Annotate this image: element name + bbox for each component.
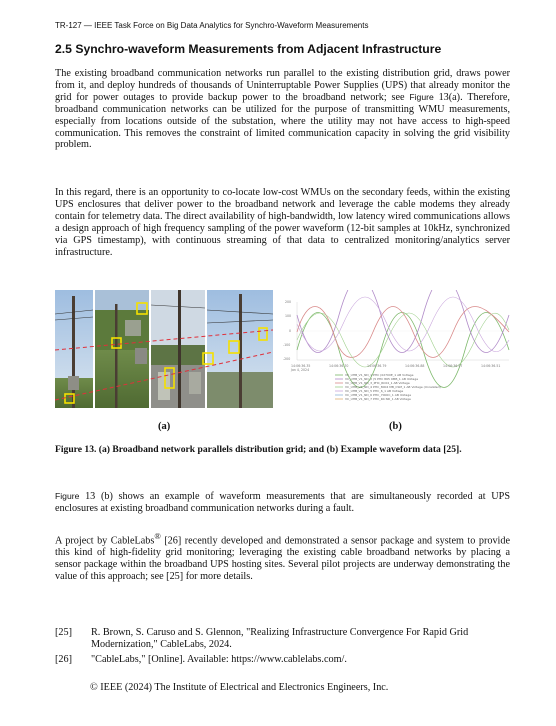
- x-tick-label: 14:06:36.97: [443, 364, 463, 368]
- legend-entry: VC_UHB_V1_ND_6 PHC_7000C_1 AB Voltage: [345, 393, 412, 397]
- running-header: TR-127 — IEEE Task Force on Big Data Analytics for Synchro-Waveform Measurements: [55, 21, 369, 30]
- x-tick-label: 14:06:36.88: [405, 364, 425, 368]
- reference-number: [26]: [55, 653, 72, 665]
- legend-entry: VC_UHB_V1_ND_4 PHC_8004 MB_CSM_1 AB Voltage (Unrelated): [345, 385, 441, 389]
- p3-text: 13 (b) shows an example of waveform measurements that are simultaneously recorded at UPS enclosures at existing broadband communication networks during a fault.: [55, 491, 510, 514]
- legend-entry: VC_UHB_V1_ND_3_PHC_RC04_1 AB Voltage: [345, 381, 410, 385]
- paragraph-3: [55, 491, 510, 515]
- legend-entry: VC_UHB_V1_ND_5 PHC_6_1 AB Voltage: [345, 389, 404, 393]
- figure-13b-waveform-plot: [283, 290, 513, 408]
- legend-entry: VC_UHB_V1_ND_2 (5 PHC 865 9MB_1 AB Voltage: [345, 377, 419, 381]
- y-tick-label: 0: [289, 329, 292, 333]
- plot-date: Jan 4, 2024: [291, 368, 310, 372]
- figure-13a-photo-collage: [55, 290, 273, 408]
- section-title: 2.5 Synchro-waveform Measurements from Adjacent Infrastructure: [55, 42, 442, 56]
- figure-caption: Figure 13. (a) Broadband network parallels distribution grid; and (b) Example waveform data [25].: [55, 444, 462, 455]
- photo-street-scene: [151, 290, 205, 408]
- photo-utility-pole-2: [203, 290, 273, 408]
- y-tick-label: -100: [283, 343, 291, 347]
- photo-utility-pole-1: [55, 290, 93, 408]
- legend-entry: VC_UHB_V1_ND_1 PHC (02700E_1 AB Voltage: [345, 373, 414, 377]
- y-tick-label: -200: [283, 357, 291, 361]
- p1-before: The existing broadband communication networks run parallel to the existing distribution grid, draws power from it, and deploy hundreds of thousands of Uninterruptable Power Supplies (UPS) that already monitor the grid for power outages to provide backup power to the broadband network; see: [55, 68, 510, 103]
- paragraph-1: [55, 68, 510, 151]
- y-tick-label: 200: [285, 300, 292, 304]
- paragraph-2: In this regard, there is an opportunity to co-locate low-cost WMUs on the secondary feeds, within the existing UPS enclosures that deliver power to the broadband network and leverage the cable modems they already contain for telemetry data. The direct availability of high-bandwidth, low latency wired communications allows a design approach of high frequency sampling of the power waveform (12-bit samples at 10kHz, synchronized via GPS timestamp), with continuous streaming of that data to centralized monitoring/analytics server infrastructure.: [55, 187, 510, 258]
- paragraph-4: [55, 531, 510, 583]
- reference-text: R. Brown, S. Caruso and S. Glennon, "Realizing Infrastructure Convergence For Rapid Grid Modernization," CableLabs, 2024.: [91, 627, 469, 650]
- p1-figure-ref: Figure: [409, 91, 434, 102]
- p3-figure-ref: Figure: [55, 491, 80, 501]
- p1-after: 13(a). Therefore, broadband communication networks can be utilized for the purpose of transmitting WMU measurements, especially from locations outside of the substation, where the utility may not have access to high-speed communication. This removes the constraint of limited communication capacity in solving the grid visibility problem.: [55, 91, 510, 151]
- reference-item: [55, 627, 511, 651]
- reference-text: "CableLabs," [Online]. Available: https://www.cablelabs.com/.: [91, 653, 347, 665]
- reference-item: [55, 654, 511, 666]
- x-tick-label: 14:06:36.35: [291, 364, 311, 368]
- photo-pedestal-grass: [95, 290, 149, 408]
- x-tick-label: 14:06:36.70: [329, 364, 349, 368]
- figure-label-b: (b): [389, 421, 402, 432]
- p4-after: [26] recently developed and demonstrated a sensor package and system to provide this kind of high-fidelity grid monitoring; leveraging the existing cable broadband networks by placing a sensor package within the broadband UPS hosting sites. Several pilot projects are underway demonstrating the value of this approach; see [25] for more details.: [55, 535, 510, 583]
- registered-mark: ®: [154, 531, 161, 541]
- legend-entry: VC_UHB_V1_ND_7 PHC_R4 ND_1 AB Voltage: [345, 397, 411, 401]
- x-tick-label: 14:06:36.51: [481, 364, 501, 368]
- p4-before: A project by CableLabs: [55, 535, 155, 547]
- copyright-footer: © IEEE (2024) The Institute of Electrical and Electronics Engineers, Inc.: [90, 682, 389, 693]
- x-tick-label: 14:06:36.79: [367, 364, 387, 368]
- figure-label-a: (a): [158, 421, 171, 432]
- reference-list: [55, 627, 511, 669]
- reference-number: [25]: [55, 627, 72, 638]
- y-tick-label: 100: [285, 314, 292, 318]
